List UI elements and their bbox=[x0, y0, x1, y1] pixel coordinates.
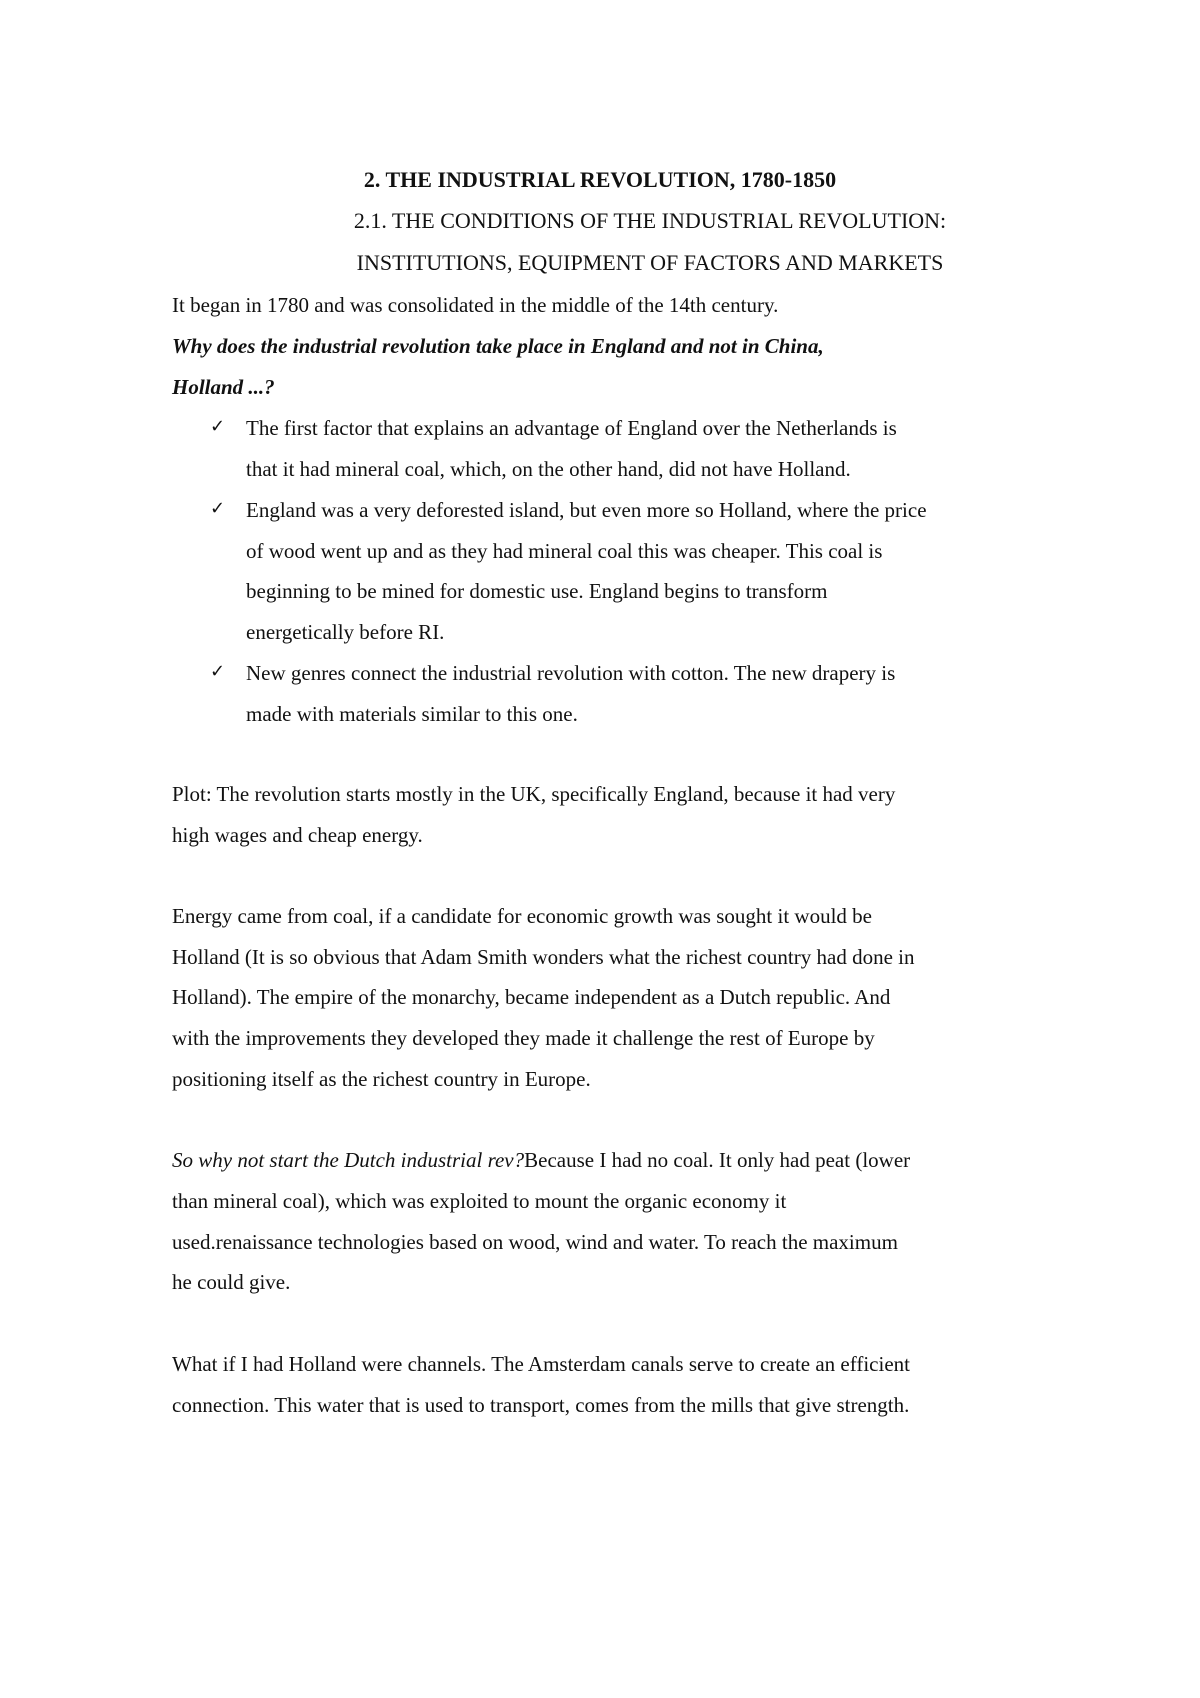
question-line-2: Holland ...? bbox=[172, 375, 275, 399]
plot-paragraph-line-1: Plot: The revolution starts mostly in the UK, specifically England, because it had very bbox=[172, 782, 896, 806]
document-title: 2. THE INDUSTRIAL REVOLUTION, 1780-1850 bbox=[363, 167, 837, 192]
bullet-1-line-1: The first factor that explains an advantage of England over the Netherlands is bbox=[246, 416, 897, 440]
channels-paragraph-line-1: What if I had Holland were channels. The Amsterdam canals serve to create an efficient bbox=[172, 1352, 910, 1376]
intro-text: It began in 1780 and was consolidated in the middle of the 14th century. bbox=[172, 293, 779, 317]
energy-paragraph-line-5: positioning itself as the richest country in Europe. bbox=[172, 1067, 591, 1091]
energy-paragraph-line-4: with the improvements they developed they made it challenge the rest of Europe by bbox=[172, 1026, 875, 1050]
bullet-2-line-2: of wood went up and as they had mineral coal this was cheaper. This coal is bbox=[246, 539, 883, 563]
checkmark-icon: ✓ bbox=[210, 498, 226, 519]
bullet-2-line-3: beginning to be mined for domestic use. England begins to transform bbox=[246, 579, 828, 603]
bullet-2-line-4: energetically before RI. bbox=[246, 620, 445, 644]
bullet-3-line-1: New genres connect the industrial revolution with cotton. The new drapery is bbox=[246, 661, 896, 685]
energy-paragraph-line-2: Holland (It is so obvious that Adam Smith wonders what the richest country had done in bbox=[172, 945, 915, 969]
energy-paragraph-line-1: Energy came from coal, if a candidate for economic growth was sought it would be bbox=[172, 904, 872, 928]
checkmark-icon: ✓ bbox=[210, 661, 226, 682]
dutch-paragraph-line-4: he could give. bbox=[172, 1270, 291, 1294]
section-heading-line-1: 2.1. THE CONDITIONS OF THE INDUSTRIAL REVOLUTION: bbox=[353, 208, 947, 233]
dutch-paragraph-line-2: than mineral coal), which was exploited to mount the organic economy it bbox=[172, 1189, 787, 1213]
checkmark-icon: ✓ bbox=[210, 416, 226, 437]
dutch-question: So why not start the Dutch industrial rev? bbox=[172, 1148, 525, 1172]
bullet-1-line-2: that it had mineral coal, which, on the other hand, did not have Holland. bbox=[246, 457, 851, 481]
section-heading-line-2: INSTITUTIONS, EQUIPMENT OF FACTORS AND MARKETS bbox=[356, 250, 944, 275]
plot-paragraph-line-2: high wages and cheap energy. bbox=[172, 823, 423, 847]
bullet-2-line-1: England was a very deforested island, but even more so Holland, where the price bbox=[246, 498, 927, 522]
bullet-3-line-2: made with materials similar to this one. bbox=[246, 702, 578, 726]
energy-paragraph-line-3: Holland). The empire of the monarchy, became independent as a Dutch republic. And bbox=[172, 985, 891, 1009]
question-line-1: Why does the industrial revolution take place in England and not in China, bbox=[172, 334, 824, 358]
dutch-paragraph-line-3: used.renaissance technologies based on wood, wind and water. To reach the maximum bbox=[172, 1230, 898, 1254]
channels-paragraph-line-2: connection. This water that is used to transport, comes from the mills that give strength. bbox=[172, 1393, 910, 1417]
dutch-answer-start: Because I had no coal. It only had peat (lower bbox=[524, 1148, 911, 1172]
dutch-paragraph-line-1 bbox=[172, 1146, 910, 1174]
